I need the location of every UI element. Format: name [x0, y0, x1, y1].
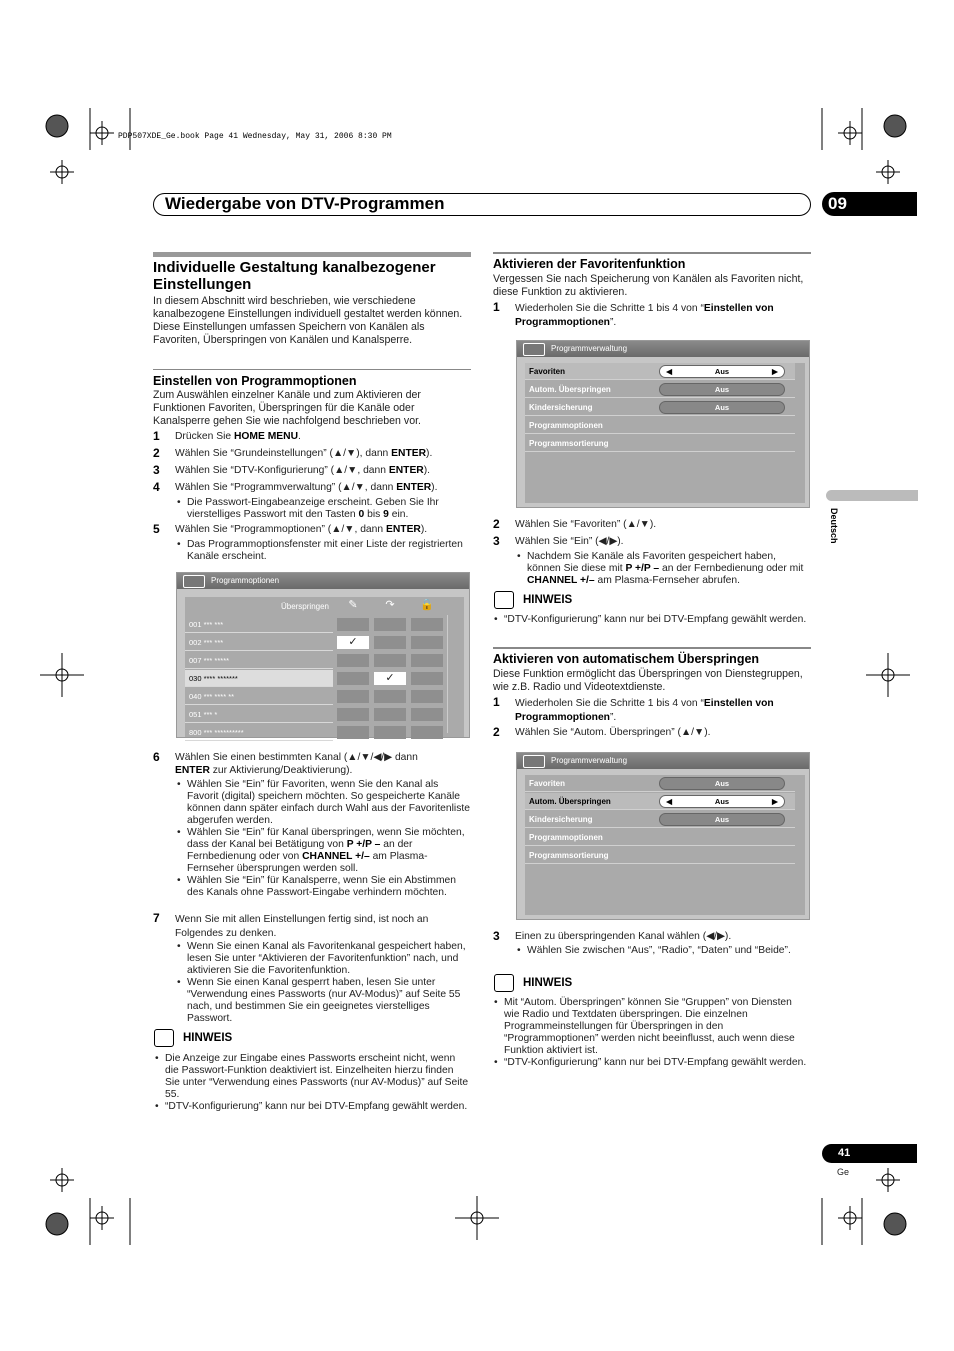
autom-value[interactable]: ◀ Aus ▶	[659, 795, 785, 808]
step-c1-text: Wiederholen Sie die Schritte 1 bis 4 von “Einstellen von Programmoptionen”.	[515, 698, 774, 723]
step-a2-text: Wählen Sie “Favoriten” (	[515, 519, 627, 530]
menu-item-programmoptionen[interactable]: Programmoptionen	[525, 417, 795, 434]
channel-row-selected[interactable]: 030 **** *******	[185, 670, 333, 687]
programmoptionen-screen	[176, 572, 470, 738]
menu-item-programmoptionen[interactable]: Programmoptionen	[525, 829, 795, 846]
lock-icon: 🔒	[420, 599, 434, 611]
menu-item-programmsortierung[interactable]: Programmsortierung	[525, 847, 795, 864]
section-heading: Individuelle Gestaltung kanalbezogener Einstellungen	[153, 259, 436, 293]
note-item: • “DTV-Konfigurierung” kann nur bei DTV-Empfang gewählt werden.	[504, 1057, 809, 1069]
page-title: Wiedergabe von DTV-Programmen	[165, 194, 445, 213]
note-item: • Mit “Autom. Überspringen” können Sie “Gruppen” von Diensten wie Radio und Textdaten überspringen. Die einzelnen Programmeinstellungen für Überspringen in den “Programmoptionen” werden nicht beeinflusst, auch wenn diese Funktion aktiviert ist.	[504, 997, 809, 1057]
programmverwaltung-screen-2: Programmverwaltung Favoriten Autom. Überspringen Kindersicherung Programmoptionen Programmsortierung Aus ◀ Aus ▶ Aus	[516, 752, 810, 920]
step-a3-text: Wählen Sie “Ein” (	[515, 536, 599, 547]
home-menu-key: HOME MENU	[233, 431, 299, 442]
channel-row[interactable]: 001 *** ***	[185, 616, 333, 633]
step-a3-bullet: • Nachdem Sie Kanäle als Favoriten gespeichert haben, können Sie diese mit P +/P – an der Fernbedienung oder mit CHANNEL +/– am Plasma-Fernseher abrufen.	[527, 551, 812, 587]
step-7-text: Wenn Sie mit allen Einstellungen fertig sind, ist noch an Folgendes zu denken.	[175, 914, 429, 939]
scrollbar[interactable]	[447, 615, 461, 733]
side-language: Deutsch	[829, 508, 839, 544]
column-header: Überspringen	[280, 602, 329, 611]
kinder-value[interactable]: Aus	[659, 401, 785, 414]
enter-key: ENTER	[175, 765, 210, 776]
side-tab	[826, 490, 918, 501]
enter-key: ENTER	[385, 524, 421, 535]
menu-item-programmsortierung[interactable]: Programmsortierung	[525, 435, 795, 452]
page-lang: Ge	[837, 1167, 850, 1177]
step-7-bullet-b: • Wenn Sie einen Kanal gesperrt haben, lesen Sie unter “Verwendung eines Passworts (nur AV-Modus)” auf Seite 55 nach, und bestimmen Sie ein geeignetes vierstelliges Passwort.	[187, 977, 472, 1025]
chapter-number: 09	[822, 192, 917, 216]
step-a1-text: Wiederholen Sie die Schritte 1 bis 4 von “Einstellen von Programmoptionen”.	[515, 303, 774, 328]
note-heading: HINWEIS	[523, 594, 573, 606]
step-c3-text: Einen zu überspringenden Kanal wählen (	[515, 931, 707, 942]
menu-item-kinder[interactable]: Kindersicherung	[525, 811, 795, 828]
step-3-text: Wählen Sie “DTV-Konfigurierung” (	[175, 465, 335, 476]
note-item: • “DTV-Konfigurierung” kann nur bei DTV-Empfang gewählt werden.	[165, 1101, 470, 1113]
monitor-icon	[523, 343, 545, 356]
subheading-text: Zum Auswählen einzelner Kanäle und zum Aktivieren der Funktionen Favoriten, Überspringen für die Kanäle oder Kanalsperre gehen Sie wie nachfolgend beschrieben vor.	[153, 389, 421, 427]
step-c3-bullet: • Wählen Sie zwischen “Aus”, “Radio”, “Daten” und “Beide”.	[527, 945, 812, 957]
note-icon	[494, 974, 514, 992]
step-5-text: Wählen Sie “Programmoptionen” (	[175, 524, 332, 535]
subheading-favoriten: Aktivieren der Favoritenfunktion	[493, 257, 686, 271]
step-7-bullet-a: • Wenn Sie einen Kanal als Favoritenkanal gespeichert haben, lesen Sie unter “Aktivieren der Favoritenfunktion” nach, und aktivieren Sie die Favoritenfunktion.	[187, 941, 472, 977]
channel-row[interactable]: 002 *** ***	[185, 634, 333, 651]
book-info-line: PDP507XDE_Ge.book Page 41 Wednesday, May 31, 2006 8:30 PM	[118, 132, 392, 141]
channel-row[interactable]: 051 *** *	[185, 706, 333, 723]
channel-row[interactable]: 040 *** **** **	[185, 688, 333, 705]
note-item: • Die Anzeige zur Eingabe eines Passworts erscheint nicht, wenn die Passwort-Funktion deaktiviert ist. Einzelheiten hierzu finden Sie unter “Verwendung eines Passworts (nur AV-Modus)” auf Seite 55.	[165, 1053, 470, 1101]
favorite-icon: ✎	[348, 599, 358, 611]
intro-text: In diesem Abschnitt wird beschrieben, wie verschiedene kanalbezogene Einstellungen individuell gestaltet werden können. Diese Einstellungen umfassen Speichern von Kanälen als Favoriten, Überspringen von Kanälen und Kanalsperre.	[153, 295, 463, 346]
monitor-icon	[523, 755, 545, 768]
step-5-bullet: • Das Programmoptionsfenster mit einer Liste der registrierten Kanäle erscheint.	[187, 539, 472, 563]
note-heading: HINWEIS	[523, 977, 573, 989]
favoriten-value[interactable]: Aus	[659, 777, 785, 790]
subheading-programmoptionen: Einstellen von Programmoptionen	[153, 374, 357, 388]
step-2-text: Wählen Sie “Grundeinstellungen” (	[175, 448, 333, 459]
divider	[493, 647, 811, 649]
programmverwaltung-screen-1: Programmverwaltung Favoriten Autom. Überspringen Kindersicherung Programmoptionen Programmsortierung ◀ Aus ▶ Aus Aus	[516, 340, 810, 508]
section-bar	[153, 252, 471, 257]
step-6-bullet-a: • Wählen Sie “Ein” für Favoriten, wenn Sie den Kanal als Favorit (digital) speichern möchten. So gespeicherte Kanäle können dann später einfach durch Wahl aus der Favoritenliste abgerufen werden.	[187, 779, 472, 827]
autom-value[interactable]: Aus	[659, 383, 785, 396]
enter-key: ENTER	[388, 465, 424, 476]
kinder-value[interactable]: Aus	[659, 813, 785, 826]
step-6-bullet-c: • Wählen Sie “Ein” für Kanalsperre, wenn Sie ein Abstimmen des Kanals ohne Passwort-Eingabe verhindern möchten.	[187, 875, 472, 899]
favoriten-text: Vergessen Sie nach Speicherung von Kanälen als Favoriten nicht, diese Funktion zu aktivieren.	[493, 273, 804, 298]
menu-item-favoriten[interactable]: Favoriten	[525, 363, 795, 380]
step-c2-text: Wählen Sie “Autom. Überspringen” (	[515, 727, 681, 738]
checkmark-icon[interactable]: ✓	[337, 636, 369, 649]
favoriten-value[interactable]: ◀ Aus ▶	[659, 365, 785, 378]
step-6-bullet-b: • Wählen Sie “Ein” für Kanal überspringen, wenn Sie möchten, dass der Kanal bei Betätigung von P +/P – an der Fernbedienung oder von CHANNEL +/– am Plasma-Fernseher übersprungen werden soll.	[187, 827, 472, 875]
enter-key: ENTER	[391, 448, 427, 459]
monitor-icon	[183, 575, 205, 588]
subheading-autom: Aktivieren von automatischem Überspringen	[493, 652, 760, 666]
screen-title: Programmoptionen	[211, 576, 280, 585]
skip-icon: ↷	[385, 599, 395, 611]
menu-item-autom[interactable]: Autom. Überspringen	[525, 793, 795, 810]
divider	[153, 369, 471, 370]
autom-text: Diese Funktion ermöglicht das Überspringen von Dienstegruppen, wie z.B. Radio und Videotextdienste.	[493, 668, 803, 693]
channel-row[interactable]: 800 *** **********	[185, 724, 333, 741]
menu-item-autom[interactable]: Autom. Überspringen	[525, 381, 795, 398]
note-item: • “DTV-Konfigurierung” kann nur bei DTV-Empfang gewählt werden.	[504, 614, 809, 626]
note-heading: HINWEIS	[183, 1032, 233, 1044]
step-1-text: Drücken Sie	[175, 431, 234, 442]
note-icon	[494, 591, 514, 609]
step-4-bullet: • Die Passwort-Eingabeanzeige erscheint. Geben Sie Ihr vierstelliges Passwort mit den Tasten 0 bis 9 ein.	[187, 497, 472, 521]
step-6-text: Wählen Sie einen bestimmten Kanal (	[175, 752, 348, 763]
channel-row[interactable]: 007 *** *****	[185, 652, 333, 669]
enter-key: ENTER	[396, 482, 432, 493]
step-4-text: Wählen Sie “Programmverwaltung” (	[175, 482, 342, 493]
note-icon	[154, 1029, 174, 1047]
divider	[493, 252, 811, 254]
menu-item-favoriten[interactable]: Favoriten	[525, 775, 795, 792]
page-number: 41	[822, 1144, 917, 1163]
menu-item-kinder[interactable]: Kindersicherung	[525, 399, 795, 416]
checkmark-icon[interactable]: ✓	[374, 672, 406, 685]
